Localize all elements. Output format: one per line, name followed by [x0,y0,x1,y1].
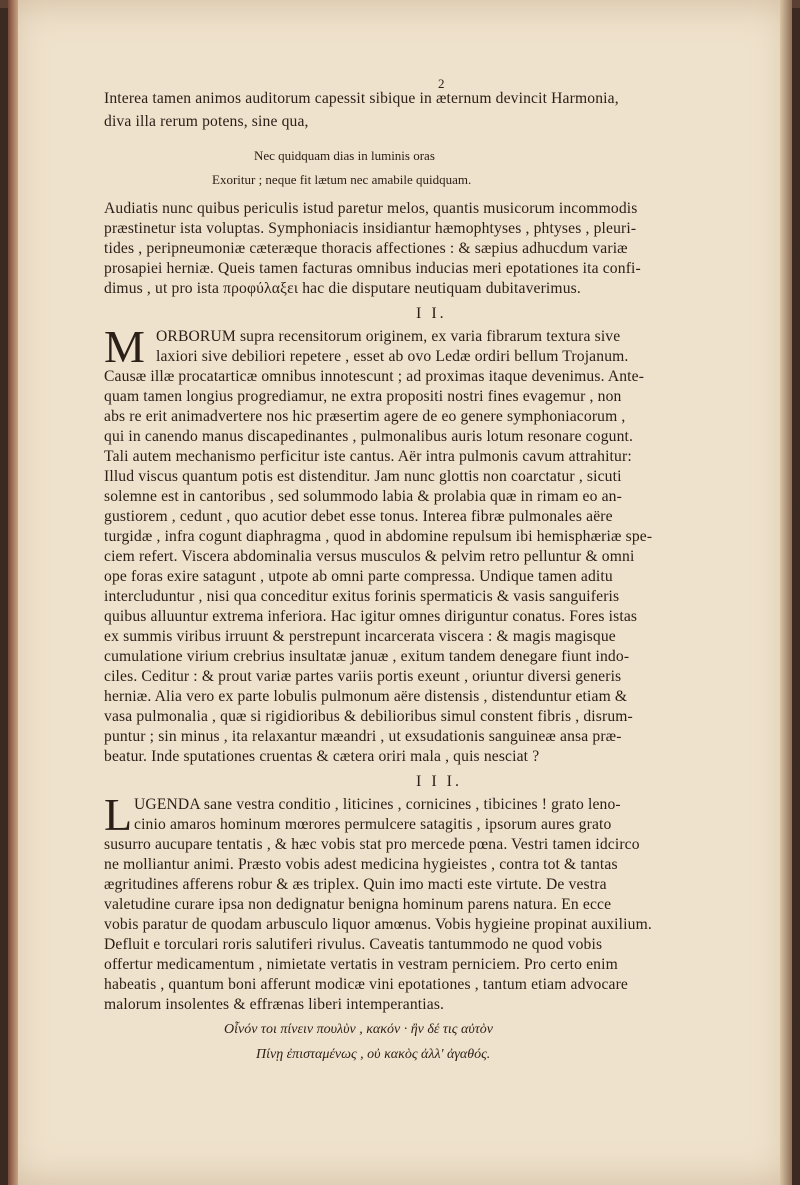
section-line: Causæ illæ procatarticæ omnibus innotescunt ; ad proximas itaque devenimus. Ante- [104,368,645,385]
section-line: ORBORUM supra recensitorum originem, ex varia fibrarum textura sive [156,328,621,345]
section-line: habeatis , quantum boni afferunt modicæ vini epotationes , tantum etiam advocare [104,976,628,993]
drop-cap: M [104,321,145,372]
section-line: susurro aucupare tentatis , & hæc vobis stat pro mercede pœna. Vestri tamen idcirco [104,836,640,853]
section-line: quibus alluuntur extrema inferiora. Hac igitur omnes diriguntur conatus. Fores istas [104,608,638,625]
section-line: vobis paratur de quodam arbusculo liquor amœnus. Vobis hygieine propinat auxilium. [104,916,652,933]
section-line: abs re erit animadvertere nos hic præsertim agere de eo genere symphoniacorum , [104,408,626,425]
section-heading: I I I. [416,773,462,790]
section-line: offertur medicamentum , nimietate vertatis in vestram perniciem. Pro certo enim [104,956,618,973]
verse-quote-line: Exoritur ; neque fit lætum nec amabile quidquam. [212,172,472,187]
section-line: herniæ. Alia vero ex parte lobulis pulmonum aëre distensis , distenduntur etiam & [104,688,628,705]
section-line: vasa pulmonalia , quæ si rigidioribus & debilioribus simul constent fibris , disrum- [104,708,633,725]
section-line: turgidæ , infra cogunt diaphragma , quod in abdomine repulsum ibi hemisphæriæ spe- [104,528,653,545]
page-number: 2 [438,76,445,91]
paragraph-line: Audiatis nunc quibus periculis istud paretur melos, quantis musicorum incommodis [104,200,638,217]
greek-verse-line: Οἶνόν τοι πίνειν πουλὺν , κακόν · ἢν δέ τις αὐτὸν [224,1022,493,1037]
section-line: beatur. Inde sputationes cruentas & cætera oriri mala , quis nesciat ? [104,748,540,765]
greek-verse-line: Πίνῃ ἐπισταμένως , οὐ κακὸς ἀλλ' ἀγαθός. [256,1047,491,1062]
section-line: ope foras exire satagunt , utpote ab omni parte compressa. Undique tamen aditu [104,568,613,585]
section-line: Illud viscus quantum potis est distenditur. Jam nunc glottis non coarctatur , sicuti [104,468,622,485]
paragraph-line: tides , peripneumoniæ cæteræque thoracis affectiones : & sæpius adhucdum variæ [104,240,628,257]
section-line: intercluduntur , nisi qua conceditur exitus forinis spermaticis & vasis sanguiferis [104,588,620,605]
section-line: ne molliantur animi. Præsto vobis adest medicina hygieistes , contra tot & tantas [104,856,618,873]
section-line: ex summis viribus irruunt & perstrepunt incarcerata viscera : & magis magisque [104,628,616,645]
section-line: laxiori sive debiliori repetere , esset ab ovo Ledæ ordiri bellum Trojanum. [156,348,629,365]
page-right-edge [780,0,792,1185]
paragraph-line: dimus , ut pro ista προφύλαξει hac die disputare neutiquam dubitaverimus. [104,280,581,297]
section-line: malorum insolentes & effrænas liberi intemperantias. [104,996,445,1013]
section-line: Defluit e torculari roris salutiferi rivulus. Caveatis tantummodo ne quod vobis [104,936,603,953]
drop-cap: L [104,789,133,840]
section-line: qui in canendo manus discapedinantes , pulmonalibus auris lotum resonare cogunt. [104,428,634,445]
section-line: ægritudines afferens robur & æs triplex. Quin imo macti este virtute. De vestra [104,876,607,893]
intro-line: diva illa rerum potens, sine qua, [104,113,309,130]
section-line: gustiorem , cedunt , quo acutior debet esse tonus. Interea fibræ pulmonales aëre [104,508,613,525]
section-heading: I I. [416,305,447,322]
paragraph-line: prosapiei herniæ. Queis tamen facturas omnibus inducias meri epotationes ita confi- [104,260,641,277]
section-line: solemne est in cantoribus , sed solummodo labia & prolabia quæ in rimam eo an- [104,488,622,505]
binding-edge [8,0,18,1185]
section-line: cumulatione virium crebrius insultatæ januæ , exitum tandem denegare fiunt indo- [104,648,630,665]
paragraph-line: præstinetur ista voluptas. Symphoniacis insidiantur hæmophtyses , phtyses , pleuri- [104,220,637,237]
section-line: cinio amaros hominum mœrores permulcere satagitis , ipsorum aures grato [134,816,612,833]
section-line: ciem refert. Viscera abdominalia versus musculos & pelvim retro pelluntur & omni [104,548,635,565]
section-line: ciles. Ceditur : & prout variæ partes variis portis exeunt , oriuntur diversi generis [104,668,622,685]
section-line: valetudine curare ipsa non dedignatur benigna hominum parens natura. En ecce [104,896,612,913]
section-line: UGENDA sane vestra conditio , liticines , cornicines , tibicines ! grato leno- [134,796,621,813]
verse-quote-line: Nec quidquam dias in luminis oras [254,148,435,163]
section-line: puntur ; sin minus , ita relaxantur mæandri , ut exsudationis sanguineæ ansa præ- [104,728,622,745]
section-line: Tali autem mechanismo perficitur iste cantus. Aër intra pulmonis cavum attrahitur: [104,448,632,465]
intro-line: Interea tamen animos auditorum capessit sibique in æternum devincit Harmonia, [104,90,619,107]
section-line: quam tamen longius progrediamur, ne extra propositi nostri fines evagemur , non [104,388,622,405]
